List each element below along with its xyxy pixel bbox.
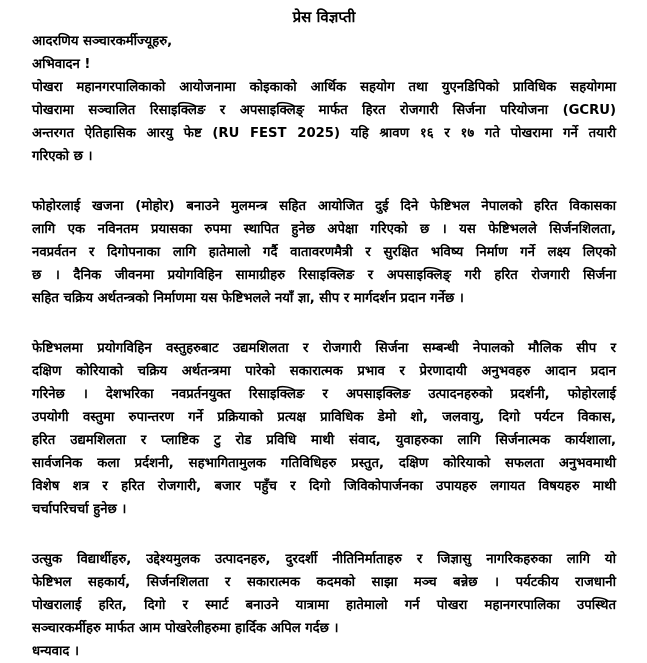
paragraph-line: दक्षिण कोरियाको चक्रिय अर्थतन्त्रमा पारेको सकारात्मक प्रभाव र प्रेरणादायी अनुभवहरु आदान प्रदान [32,364,616,379]
paragraph-festival-purpose [32,195,616,310]
paragraph-intro [32,76,616,168]
paragraph-spacer [32,521,616,548]
document-title: प्रेस विज्ञप्ती [292,8,356,26]
paragraph-line: उत्सुक विद्यार्थीहरु, उद्देश्यमुलक उत्पादनहरु, दुरदर्शी नीतिनिर्माताहरु र जिज्ञासु नागरिकहरुका लागि यो [32,552,616,567]
paragraph-line: पोखरा महानगरपालिकाको आयोजनामा कोइकाको आर्थिक सहयोग तथा युएनडिपिको प्राविधिक सहयोगमा [32,80,616,95]
paragraph-line: गरिनेछ । देशभरिका नवप्रर्तनयुक्त रिसाइक्लिङ र अपसाइक्लिङ उत्पादनहरुको प्रदर्शनी, फोहोरलाई [32,387,616,402]
greeting: अभिवादन ! [32,57,91,72]
paragraph-appeal [32,548,616,640]
paragraph-line: सहित चक्रिय अर्थतन्त्रको निर्माणमा यस फेष्टिभलले नयाँ ज्ञा, सीप र मार्गदर्शन प्रदान गर्नेछ । [32,291,464,306]
paragraph-line: उपयोगी वस्तुमा रुपान्तरण गर्ने प्रक्रियाको प्रत्यक्ष प्राविधिक डेमो शो, जलवायु, दिगो पर्यटन विकास, [32,410,616,425]
paragraph-festival-activities [32,337,616,521]
paragraph-line: फेष्टिभलमा प्रयोगविहिन वस्तुहरुबाट उद्यमशिलता र रोजगारी सिर्जना सम्बन्धी नेपालको मौलिक सीप र [32,341,616,356]
paragraph-line: चर्चापरिचर्चा हुनेछ । [32,502,127,517]
press-release-document [32,6,616,663]
paragraph-spacer [32,310,616,337]
paragraph-line: छ । दैनिक जीवनमा प्रयोगविहिन सामाग्रीहरु रिसाइक्लिङ र अपसाइक्लिङ् गरी हरित रोजगारी सिर्जना [32,268,616,283]
paragraph-line: सार्वजनिक कला प्रर्दशनी, सहभागितामुलक गतिविधिहरु प्रस्तुत, दक्षिण कोरियाको सफलता अनुभवमाथी [32,456,616,471]
paragraph-line: फेष्टिभल सहकार्य, सिर्जनशिलता र सकारात्मक कदमको साझा मञ्च बन्नेछ । पर्यटकीय राजधानी [32,575,616,590]
paragraph-line: लागि एक नविनतम प्रयासका रुपमा स्थापित हुनेछ अपेक्षा गरिएको छ । यस फेष्टिभलले सिर्जनशिलता, [32,222,616,237]
paragraph-line: गरिएको छ । [32,149,93,164]
paragraph-line: अन्तरगत ऐतिहासिक आरयु फेष्ट (RU FEST 2025) यहि श्रावण १६ र १७ गते पोखरामा गर्ने तयारी [32,126,616,141]
paragraph-line: पोखरामा सञ्चालित रिसाइक्लिङ र अपसाइक्लिङ् मार्फत हिरत रोजगारी सिर्जना परियोजना (GCRU) [32,103,616,118]
paragraph-line: पोखरालाई हरित, दिगो र स्मार्ट बनाउने यात्रामा हातेमालो गर्न पोखरा महानगरपालिका उपस्थित [32,598,616,613]
paragraph-spacer [32,168,616,195]
salutation: आदरणिय सञ्चारकर्मीज्यूहरु, [32,34,173,49]
closing: धन्यवाद । [32,644,79,659]
paragraph-line: हरित उद्यमशिलता र प्लाष्टिक टु रोड प्रविधि माथी संवाद, युवाहरुका लागि सिर्जनात्मक कार्यशाला, [32,433,616,448]
paragraph-line: नवप्रर्वतन र दिगोपनाका लागि हातेमालो गर्दै वातावरणमैत्री र सुरक्षित भविष्य निर्माण गर्ने लक्ष्य लिएको [32,245,616,260]
paragraph-line: फोहोरलाई खजना (मोहोर) बनाउने मुलमन्त्र सहित आयोजित दुई दिने फेष्टिभल नेपालको हरित विकासका [32,199,616,214]
paragraph-line: सञ्चारकर्मीहरु मार्फत आम पोखरेलीहरुमा हार्दिक अपिल गर्दछ । [32,621,339,636]
paragraph-line: विशेष शत्र र हरित रोजगारी, बजार पहुँच र दिगो जिविकोपार्जनका उपायहरु लगायत विषयहरु माथी [32,479,616,494]
